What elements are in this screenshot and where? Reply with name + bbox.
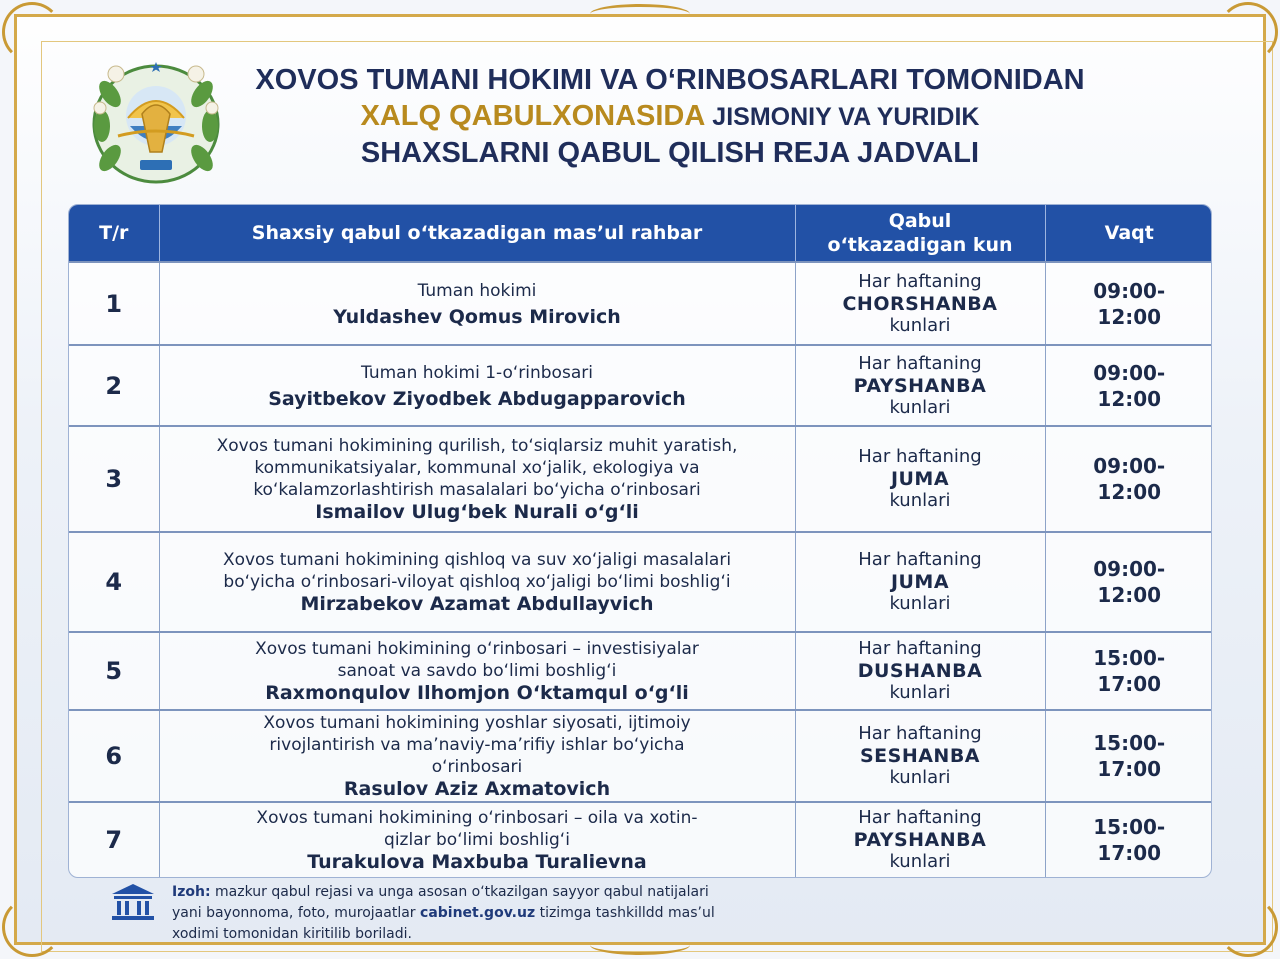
- row-day: [795, 426, 1045, 532]
- row-time-start: 09:00-: [1093, 557, 1166, 581]
- table-row: [69, 632, 1212, 710]
- row-time-start: 09:00-: [1093, 454, 1166, 478]
- table-row: [69, 532, 1212, 632]
- row-day-name: SESHANBA: [859, 745, 981, 767]
- state-emblem-icon: [88, 56, 224, 188]
- row-person: [159, 262, 795, 345]
- row-num: 2: [69, 345, 159, 426]
- row-num: 1: [69, 262, 159, 345]
- row-time: [1045, 426, 1212, 532]
- corner-ornament-bottom-right: [1218, 897, 1278, 957]
- row-time: [1045, 532, 1212, 632]
- row-time-end: 12:00: [1097, 480, 1162, 504]
- row-position: Xovos tumani hokimining qurilish, to‘siqlarsiz muhit yaratish, kommunikatsiyalar, kommunal xo‘jalik, ekologiya va ko‘kalamzorlashtirish masalalari bo‘yicha o‘rinbosari: [216, 436, 738, 500]
- row-day-pre: Har haftaning: [858, 638, 982, 659]
- government-building-icon: [110, 882, 156, 922]
- footer-line-3: xodimi tomonidan kiritilib boriladi.: [172, 926, 412, 942]
- row-time-end: 17:00: [1097, 841, 1162, 865]
- row-person: [159, 710, 795, 802]
- row-name: Yuldashev Qomus Mirovich: [333, 305, 621, 328]
- row-time: [1045, 345, 1212, 426]
- table-row: [69, 345, 1212, 426]
- row-day: [795, 802, 1045, 877]
- title-line-2-a: XALQ QABULXONASIDA: [360, 100, 705, 132]
- row-day-pre: Har haftaning: [858, 352, 982, 374]
- row-time-end: 12:00: [1097, 583, 1162, 607]
- row-day-name: CHORSHANBA: [842, 292, 998, 315]
- row-position: Xovos tumani hokimining yoshlar siyosati, ijtimoiy rivojlantirish va ma’naviy-ma’rifiy ishlar bo‘yicha o‘rinbosari: [263, 713, 691, 777]
- row-day: [795, 710, 1045, 802]
- top-ornament: [590, 4, 690, 24]
- row-time-start: 15:00-: [1093, 731, 1166, 755]
- title-line-1: XOVOS TUMANI HOKIMI VA O‘RINBOSARLARI TOMONIDAN: [255, 64, 1085, 96]
- row-person: [159, 632, 795, 710]
- row-time: [1045, 710, 1212, 802]
- footer-label: Izoh:: [172, 884, 211, 900]
- footer-text: [172, 882, 812, 945]
- row-time-end: 12:00: [1097, 386, 1162, 411]
- table-header-row: [69, 205, 1212, 262]
- header-day-line-2: o‘tkazadigan kun: [827, 234, 1013, 256]
- row-position: Tuman hokimi 1-o‘rinbosari: [361, 362, 593, 383]
- corner-ornament-top-left: [2, 2, 62, 62]
- schedule-table: [68, 204, 1212, 878]
- header-time: Vaqt: [1045, 205, 1212, 262]
- row-day-name: DUSHANBA: [857, 660, 983, 682]
- row-day-pre: Har haftaning: [858, 270, 982, 292]
- row-person: [159, 345, 795, 426]
- row-day-post: kunlari: [889, 490, 951, 511]
- row-time-start: 09:00-: [1093, 278, 1166, 303]
- table-row: [69, 710, 1212, 802]
- row-day-pre: Har haftaning: [858, 807, 982, 828]
- corner-ornament-bottom-left: [2, 897, 62, 957]
- row-day-post: kunlari: [889, 314, 951, 336]
- row-day-name: JUMA: [890, 468, 950, 490]
- row-time: [1045, 632, 1212, 710]
- row-day: [795, 262, 1045, 345]
- row-name: Mirzabekov Azamat Abdullayvich: [300, 593, 654, 615]
- row-time-start: 15:00-: [1093, 815, 1166, 839]
- row-position: Xovos tumani hokimining qishloq va suv xo‘jaligi masalalari bo‘yicha o‘rinbosari-viloyat qishloq xo‘jaligi bo‘limi boshlig‘i: [222, 550, 732, 592]
- row-position: Xovos tumani hokimining o‘rinbosari – oila va xotin-qizlar bo‘limi boshlig‘i: [256, 808, 698, 850]
- row-name: Ismailov Ulug‘bek Nurali o‘g‘li: [315, 501, 639, 523]
- row-day-pre: Har haftaning: [858, 549, 982, 570]
- row-day-post: kunlari: [889, 396, 951, 418]
- footer-text-2: yani bayonnoma, foto, murojaatlar: [172, 905, 416, 921]
- title-line-2: [230, 98, 1110, 135]
- row-day-pre: Har haftaning: [858, 446, 982, 467]
- page-title: [230, 62, 1110, 171]
- footer-line-2: [172, 903, 812, 924]
- row-position: Tuman hokimi: [417, 280, 537, 301]
- header-leader: Shaxsiy qabul o‘tkazadigan mas’ul rahbar: [159, 205, 795, 262]
- row-day-name: JUMA: [890, 571, 950, 593]
- row-time-start: 15:00-: [1093, 646, 1166, 670]
- header-day: [795, 205, 1045, 262]
- title-line-3: SHAXSLARNI QABUL QILISH REJA JADVALI: [360, 137, 980, 169]
- footer-note: [110, 882, 770, 942]
- row-day-name: PAYSHANBA: [853, 829, 987, 851]
- footer-line-1: [172, 882, 812, 903]
- footer-text-3: tizimga tashkilldd mas’ul: [539, 905, 715, 921]
- table-row: [69, 426, 1212, 532]
- title-line-2-b: JISMONIY VA YURIDIK: [712, 103, 980, 131]
- row-time-end: 17:00: [1097, 672, 1162, 696]
- row-person: [159, 532, 795, 632]
- row-num: 5: [69, 632, 159, 710]
- row-time-end: 17:00: [1097, 757, 1162, 781]
- row-num: 3: [69, 426, 159, 532]
- table-row: [69, 802, 1212, 877]
- footer-link[interactable]: cabinet.gov.uz: [420, 905, 536, 921]
- row-day-post: kunlari: [889, 851, 951, 872]
- row-day: [795, 632, 1045, 710]
- row-position: Xovos tumani hokimining o‘rinbosari – investisiyalar sanoat va savdo bo‘limi boshlig‘i: [255, 639, 699, 681]
- row-day: [795, 345, 1045, 426]
- header-day-line-1: Qabul: [888, 210, 952, 232]
- row-day: [795, 532, 1045, 632]
- row-num: 4: [69, 532, 159, 632]
- row-person: [159, 426, 795, 532]
- row-name: Raxmonqulov Ilhomjon O‘ktamqul o‘g‘li: [265, 682, 689, 704]
- row-day-name: PAYSHANBA: [853, 374, 987, 397]
- row-time-end: 12:00: [1097, 304, 1162, 329]
- corner-ornament-top-right: [1218, 2, 1278, 62]
- row-day-post: kunlari: [889, 593, 951, 614]
- row-person: [159, 802, 795, 877]
- row-name: Sayitbekov Ziyodbek Abdugapparovich: [268, 387, 686, 410]
- row-day-post: kunlari: [889, 767, 951, 788]
- row-time-start: 09:00-: [1093, 360, 1166, 385]
- table-row: [69, 262, 1212, 345]
- row-time: [1045, 802, 1212, 877]
- row-name: Rasulov Aziz Axmatovich: [343, 778, 611, 800]
- row-num: 6: [69, 710, 159, 802]
- row-num: 7: [69, 802, 159, 877]
- row-name: Turakulova Maxbuba Turalievna: [307, 851, 647, 873]
- row-time: [1045, 262, 1212, 345]
- footer-text-1: mazkur qabul rejasi va unga asosan o‘tkazilgan sayyor qabul natijalari: [215, 884, 709, 900]
- header-num: T/r: [69, 205, 159, 262]
- row-day-post: kunlari: [889, 682, 951, 703]
- row-day-pre: Har haftaning: [858, 723, 982, 744]
